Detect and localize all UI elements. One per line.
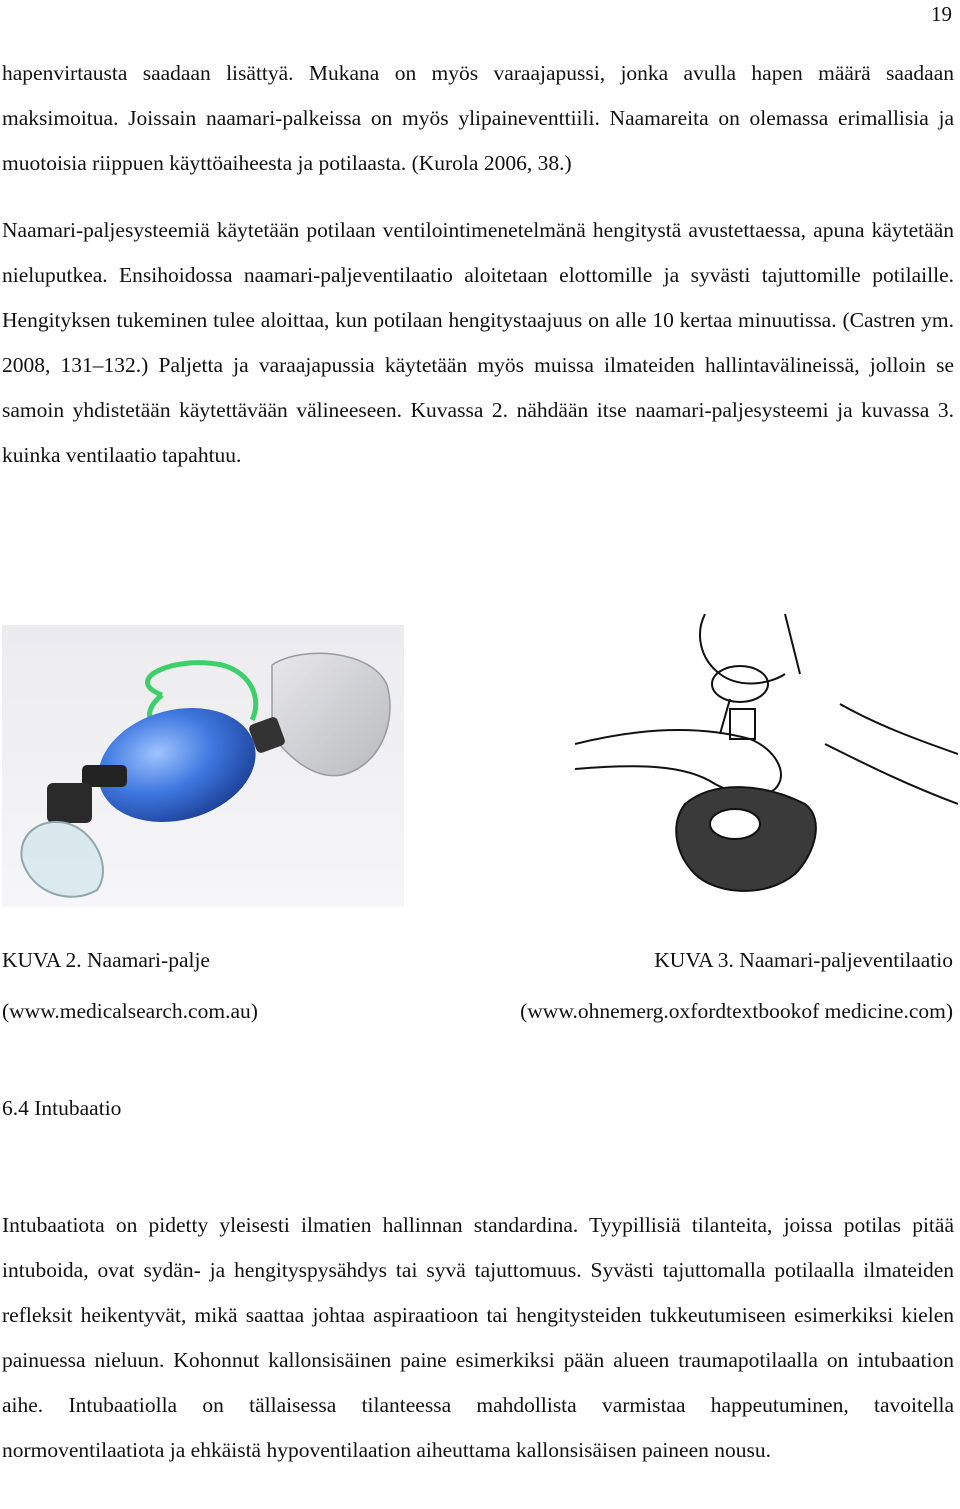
paragraph-intubation: Intubaatiota on pidetty yleisesti ilmatien hallinnan standardina. Tyypillisiä tilanteita, joissa potilas pitää intuboida, ovat sydän- ja hengityspysähdys tai syvä tajuttomuus. Syvästi tajuttomalla potilaalla ilmateiden refleksit heikentyvät, mikä saattaa johtaa aspiraatioon tai hengitysteiden tukkeutumiseen esimerkiksi kielen painuessa nieluun. Kohonnut kallonsisäinen paine esimerkiksi pään alueen traumapotilaalla on intubaation aihe. Intubaatiolla on tällaisessa tilanteessa mahdollista varmistaa happeutuminen, tavoitella normoventilaatiota ja ehkäistä hypoventilaation aiheuttama kallonsisäisen paineen nousu. (2, 1213, 954, 1462)
page-number: 19 (931, 2, 952, 26)
figure-2-source: (www.medicalsearch.com.au) (2, 999, 258, 1023)
paragraph-bag-valve-usage: Naamari-paljesysteemiä käytetään potilaan ventilointimenetelmänä hengitystä avustettaessa, apuna käytetään nieluputkea. Ensihoidossa naamari-paljeventilaatio aloitetaan elottomille ja syvästi tajuttomille potilaille. Hengityksen tukeminen tulee aloittaa, kun potilaan hengitystaajuus on alle 10 kertaa minuutissa. (Castren ym. 2008, 131–132.) Paljetta ja varaajapussia käytetään myös muissa ilmateiden hallintavälineissä, jolloin se samoin yhdistetään käytettävään välineeseen. Kuvassa 2. nähdään itse naamari-paljesysteemi ja kuvassa 3. kuinka ventilaatio tapahtuu. (2, 218, 954, 467)
figure-3-caption: KUVA 3. Naamari-paljeventilaatio (654, 948, 953, 972)
ventilation-illustration (575, 614, 958, 910)
figure-2-caption: KUVA 2. Naamari-palje (2, 948, 210, 972)
figure-3-source: (www.ohnemerg.oxfordtextbookof medicine.com) (520, 999, 953, 1023)
paragraph-bag-valve-intro: hapenvirtausta saadaan lisättyä. Mukana on myös varaajapussi, jonka avulla hapen määrä saadaan maksimoitua. Joissain naamari-palkeissa on myös ylipaineventtiili. Naamareita on olemassa erimallisia ja muotoisia riippuen käyttöaiheesta ja potilaasta. (Kurola 2006, 38.) (2, 61, 954, 175)
bag-valve-mask-photo (2, 625, 404, 907)
section-heading: 6.4 Intubaatio (2, 1096, 122, 1120)
